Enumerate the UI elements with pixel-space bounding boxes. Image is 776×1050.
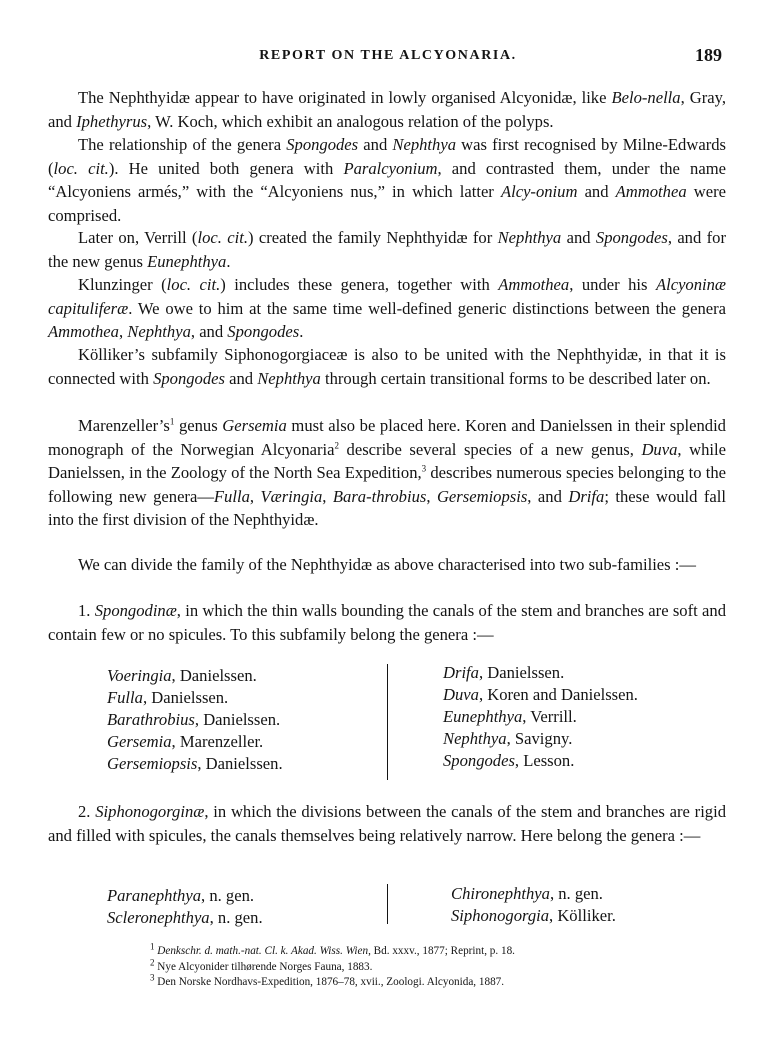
genera-list-2-left bbox=[107, 885, 263, 929]
column-divider-1 bbox=[387, 664, 388, 780]
footnote-2: $^2$ Nye Alcyonider tilhørende Norges Fauna, 1883. bbox=[150, 956, 373, 973]
genus-name: Eunephthya bbox=[443, 707, 523, 726]
genus-author: , Koren and Danielssen. bbox=[478, 685, 638, 704]
genus-entry bbox=[107, 907, 263, 929]
genus-name: Siphonogorgia bbox=[451, 906, 550, 925]
paragraph-relationship: The relationship of the genera Spongodes and Nephthya was first recognised by Milne-Edwards (loc. cit.). He united both genera with Paralcyonium, and contrasted them, under the name “Alcyoniens armés,” with the “Alcyoniens nus,” in which latter Alcy-onium and Ammothea were comprised. bbox=[48, 135, 726, 225]
genus-entry bbox=[107, 753, 283, 775]
page-number: 189 bbox=[695, 45, 722, 65]
genus-entry bbox=[107, 665, 283, 687]
footnote-1: $^1$ Denkschr. d. math.-nat. Cl. k. Akad. Wiss. Wien, Bd. xxxv., 1877; Reprint, p. 18. bbox=[150, 941, 515, 957]
genus-name: Voeringia bbox=[107, 666, 172, 685]
paragraph-spongodinae: 1. Spongodinæ, in which the thin walls bounding the canals of the stem and branches are soft and contain few or no spicules. To this subfamily belong the genera :— bbox=[48, 601, 726, 644]
genus-author: , Danielssen. bbox=[171, 666, 257, 685]
paragraph-siphonogorginae: 2. Siphonogorginæ, in which the divisions between the canals of the stem and branches are rigid and filled with spicules, the canals themselves being relatively narrow. Here belong the genera :— bbox=[48, 802, 727, 845]
genus-author: , Verrill. bbox=[522, 707, 577, 726]
genus-entry bbox=[443, 728, 638, 750]
genus-name: Chironephthya bbox=[451, 884, 550, 903]
genus-author: , Danielssen. bbox=[478, 663, 565, 682]
genus-entry bbox=[451, 905, 616, 927]
genus-entry bbox=[443, 706, 638, 728]
genus-author: , Kölliker. bbox=[549, 906, 616, 925]
page-header bbox=[0, 46, 776, 70]
genus-entry bbox=[443, 684, 638, 706]
genus-entry bbox=[451, 883, 616, 905]
running-title: REPORT ON THE ALCYONARIA. bbox=[259, 48, 517, 63]
genus-author: , n. gen. bbox=[549, 884, 603, 903]
genera-list-1-left bbox=[107, 665, 283, 775]
genus-name: Gersemiopsis bbox=[107, 754, 198, 773]
genus-entry bbox=[107, 687, 283, 709]
genus-author: , n. gen. bbox=[209, 908, 263, 927]
genera-list-2-right bbox=[451, 883, 616, 927]
paragraph-marenzeller: $Marenzeller’s^1$ genus Gersemia must also be placed here. Koren and Danielssen in their splendid monograph of the Norwegian Alcyonaria$^2$ describe several species of a new genus, Duva, while Danielssen, in the Zoology of the North Sea Expedition,$^3$ describes numerous species belonging to the following new genera—Fulla, Væringia, Bara-throbius, Gersemiopsis, and Drifa; these would fall into the first division of the Nephthyidæ. bbox=[48, 416, 727, 529]
genus-entry bbox=[443, 750, 638, 772]
genus-name: Drifa bbox=[443, 663, 479, 682]
genus-name: Nephthya bbox=[443, 729, 507, 748]
footnotes bbox=[150, 941, 515, 991]
footnote-3: $^3$ Den Norske Nordhavs-Expedition, 1876–78, xvii., Zoologi. Alcyonida, 1887. bbox=[150, 972, 505, 988]
paragraph-origin: The Nephthyidæ appear to have originated in lowly organised Alcyonidæ, like Belo-nella, Gray, and Iphethyrus, W. Koch, which exhibit an analogous relation of the polyps. bbox=[48, 88, 726, 131]
paragraph-verrill: Later on, Verrill (loc. cit.) created the family Nephthyidæ for Nephthya and Spongodes, and for the new genus Eunephthya. bbox=[48, 228, 726, 271]
genus-author: , Marenzeller. bbox=[171, 732, 264, 751]
paragraph-divide: We can divide the family of the Nephthyidæ as above characterised into two sub-families :— bbox=[78, 555, 696, 574]
genus-name: Duva bbox=[443, 685, 479, 704]
genus-name: Scleronephthya bbox=[107, 908, 210, 927]
genus-author: , Lesson. bbox=[514, 751, 575, 770]
genus-author: , Danielssen. bbox=[142, 688, 229, 707]
genus-name: Paranephthya bbox=[107, 886, 202, 905]
genus-entry bbox=[107, 709, 283, 731]
genus-author: , n. gen. bbox=[201, 886, 255, 905]
genus-entry bbox=[443, 662, 638, 684]
genera-list-1-right bbox=[443, 662, 638, 772]
paragraph-kolliker: Kölliker’s subfamily Siphonogorgiaceæ is also to be united with the Nephthyidæ, in that it is connected with Spongodes and Nephthya through certain transitional forms to be described later on. bbox=[48, 345, 726, 388]
genus-entry bbox=[107, 731, 283, 753]
genus-name: Spongodes bbox=[443, 751, 515, 770]
genus-name: Barathrobius bbox=[107, 710, 195, 729]
genus-author: , Danielssen. bbox=[197, 754, 283, 773]
column-divider-2 bbox=[387, 884, 388, 924]
genus-author: , Danielssen. bbox=[194, 710, 281, 729]
genus-name: Fulla bbox=[107, 688, 143, 707]
paragraph-klunzinger: Klunzinger (loc. cit.) includes these genera, together with Ammothea, under his Alcyoninæ capituliferæ. We owe to him at the same time well-defined generic distinctions between the genera Ammothea, Nephthya, and Spongodes. bbox=[48, 275, 726, 341]
genus-entry bbox=[107, 885, 263, 907]
genus-author: , Savigny. bbox=[506, 729, 573, 748]
genus-name: Gersemia bbox=[107, 732, 172, 751]
